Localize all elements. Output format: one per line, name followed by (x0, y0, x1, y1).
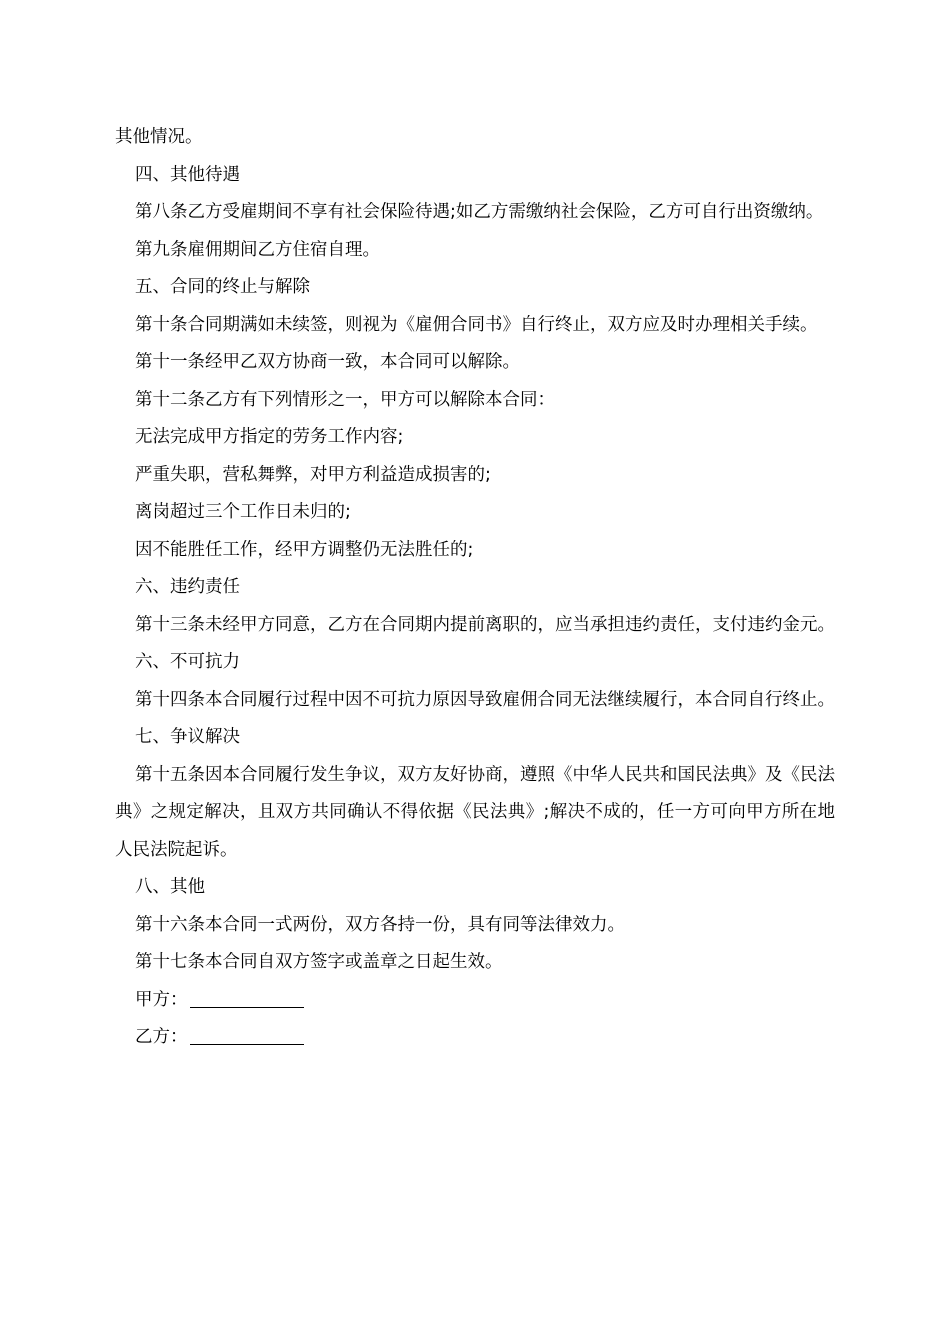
article-9: 第九条雇佣期间乙方住宿自理。 (135, 239, 380, 260)
article-8: 第八条乙方受雇期间不享有社会保险待遇;如乙方需缴纳社会保险，乙方可自行出资缴纳。 (135, 202, 824, 222)
clause-item-3: 离岗超过三个工作日未归的; (135, 502, 351, 522)
article-15: 第十五条因本合同履行发生争议，双方友好协商，遵照《中华人民共和国民法典》及《民法典》之规定解决，且双方共同确认不得依据《民法典》;解决不成的，任一方可向甲方所在地人民法院起诉。 (115, 764, 835, 860)
article-16: 第十六条本合同一式两份，双方各持一份，具有同等法律效力。 (135, 914, 625, 935)
signature-party-b (115, 1019, 835, 1057)
clause-item-4: 因不能胜任工作，经甲方调整仍无法胜任的; (135, 539, 474, 560)
article-14: 第十四条本合同履行过程中因不可抗力原因导致雇佣合同无法继续履行，本合同自行终止。 (135, 689, 835, 710)
clause-item-2: 严重失职，营私舞弊，对甲方利益造成损害的; (135, 464, 491, 485)
article-13: 第十三条未经甲方同意，乙方在合同期内提前离职的，应当承担违约责任，支付违约金元。 (135, 614, 835, 635)
paragraph-other-circumstances: 其他情况。 (115, 127, 203, 147)
article-10: 第十条合同期满如未续签，则视为《雇佣合同书》自行终止，双方应及时办理相关手续。 (135, 314, 818, 335)
section-heading-misc: 八、其他 (135, 877, 205, 897)
section-heading-liability: 六、违约责任 (135, 577, 240, 597)
article-17: 第十七条本合同自双方签字或盖章之日起生效。 (135, 952, 503, 972)
article-12: 第十二条乙方有下列情形之一，甲方可以解除本合同： (135, 389, 555, 410)
party-b-label: 乙方： (135, 1027, 188, 1047)
document-body (115, 119, 835, 1057)
section-heading-force-majeure: 六、不可抗力 (135, 652, 240, 672)
section-heading-termination: 五、合同的终止与解除 (135, 277, 310, 297)
section-heading-other-benefits: 四、其他待遇 (135, 164, 240, 185)
signature-party-a (115, 982, 835, 1020)
party-b-signature-line (190, 1022, 304, 1045)
article-11: 第十一条经甲乙双方协商一致，本合同可以解除。 (135, 352, 520, 372)
clause-item-1: 无法完成甲方指定的劳务工作内容; (135, 427, 404, 447)
party-a-label: 甲方： (135, 989, 188, 1010)
section-heading-dispute: 七、争议解决 (135, 727, 240, 747)
party-a-signature-line (190, 985, 304, 1008)
